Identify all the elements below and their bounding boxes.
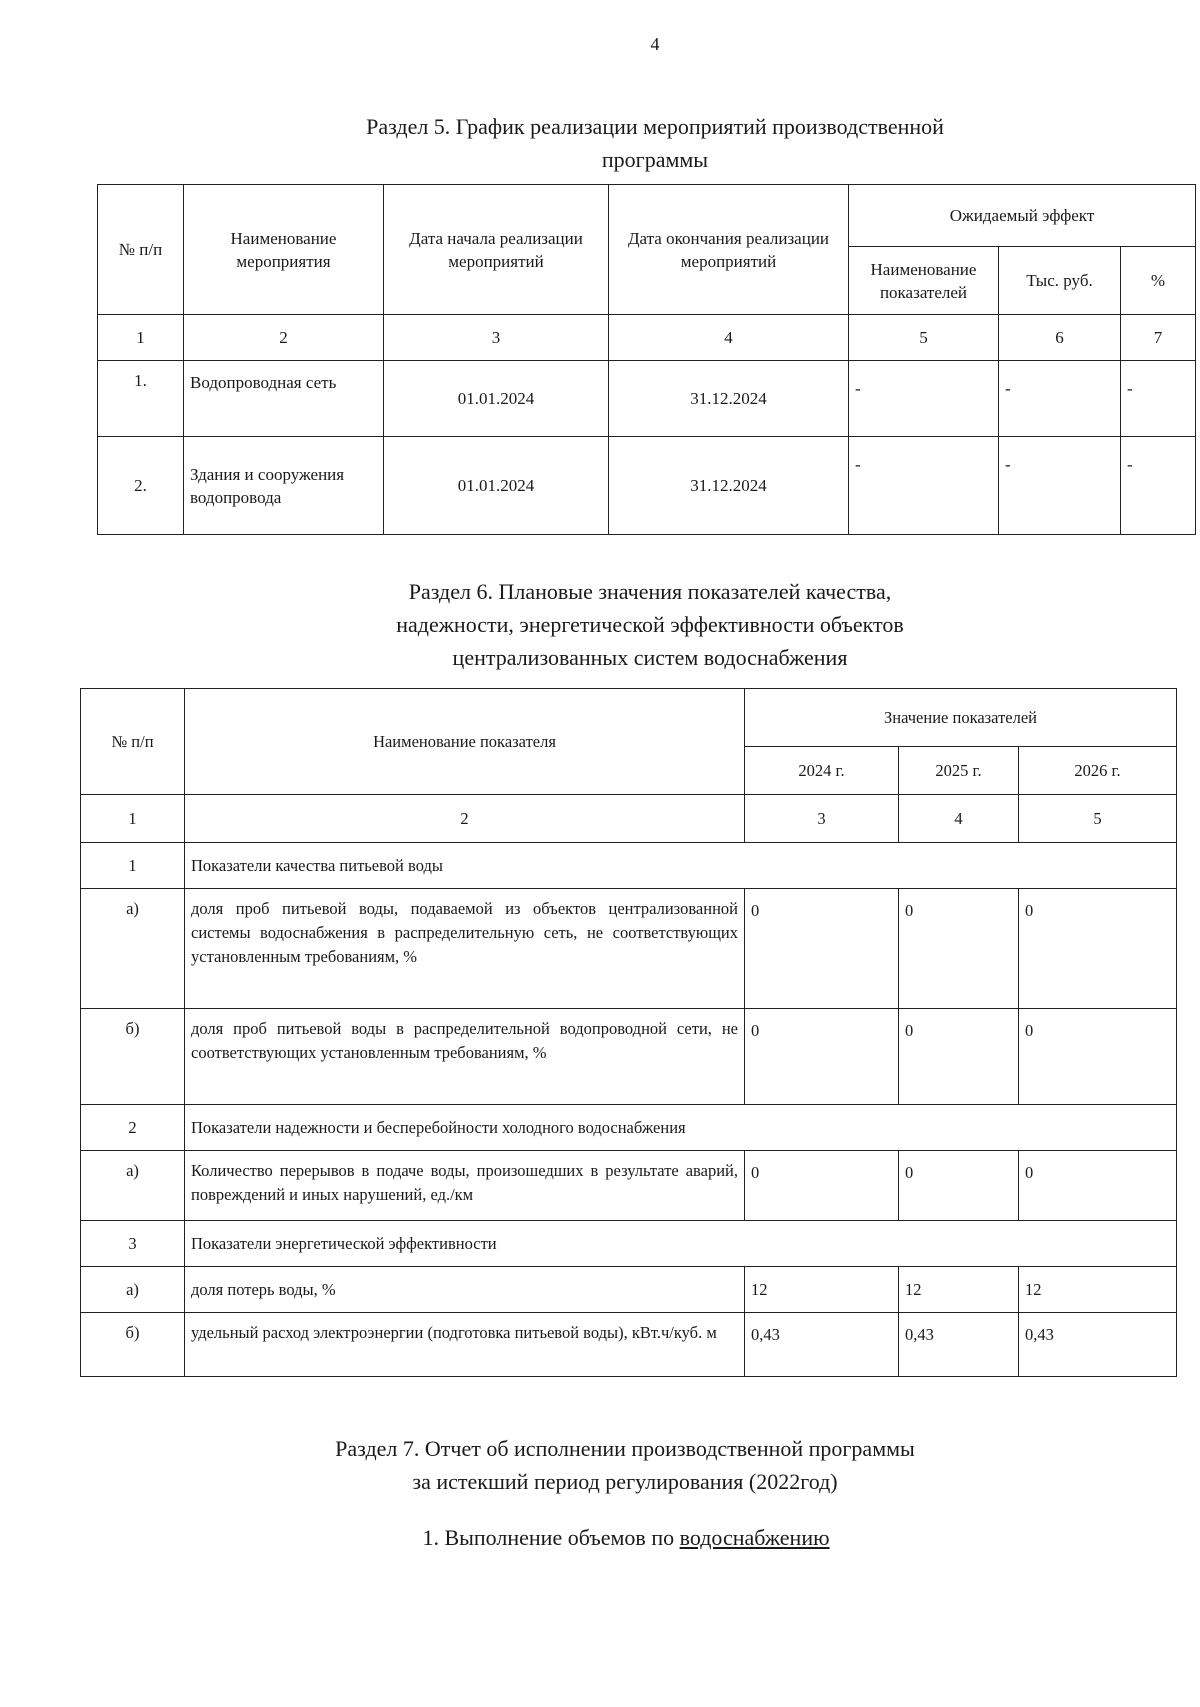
- colnum-2: 2: [184, 315, 384, 361]
- item-name: удельный расход электроэнергии (подготовка питьевой воды), кВт.ч/куб. м: [185, 1313, 745, 1377]
- value-2026: 0,43: [1019, 1313, 1177, 1377]
- row-percent: -: [1121, 361, 1196, 437]
- colnum-5: 5: [849, 315, 999, 361]
- value-2024: 12: [745, 1267, 899, 1313]
- colnum-4: 4: [899, 795, 1019, 843]
- section6-title-line1: Раздел 6. Плановые значения показателей качества,: [408, 579, 892, 604]
- table-row: [98, 437, 1196, 535]
- value-2026: 0: [1019, 1009, 1177, 1105]
- value-2025: 0: [899, 889, 1019, 1009]
- section7-subheading: [0, 1525, 1200, 1551]
- group-title: Показатели качества питьевой воды: [185, 843, 1177, 889]
- item-name: доля проб питьевой воды, подаваемой из объектов централизованной системы водоснабжения в распределительную сеть, не соответствующих установленным требованиям, %: [185, 889, 745, 1009]
- value-2024: 0,43: [745, 1313, 899, 1377]
- value-2026: 12: [1019, 1267, 1177, 1313]
- colnum-1: 1: [81, 795, 185, 843]
- section7-title-line2: за истекший период регулирования (2022год): [412, 1469, 838, 1494]
- header-event-name: Наименование мероприятия: [184, 185, 384, 315]
- header-num: № п/п: [98, 185, 184, 315]
- colnum-3: 3: [384, 315, 609, 361]
- row-percent: -: [1121, 437, 1196, 535]
- page-number: 4: [650, 34, 660, 54]
- value-2024: 0: [745, 889, 899, 1009]
- value-2026: 0: [1019, 1151, 1177, 1221]
- header-indicator-name: Наименование показателя: [185, 689, 745, 795]
- row-thousand-rub: -: [999, 437, 1121, 535]
- value-2026: 0: [1019, 889, 1177, 1009]
- row-num: 2.: [98, 437, 184, 535]
- row-start-date: 01.01.2024: [384, 437, 609, 535]
- section6-title: [0, 575, 1200, 674]
- header-percent: %: [1121, 247, 1196, 315]
- header-year-2026: 2026 г.: [1019, 747, 1177, 795]
- item-num: б): [81, 1313, 185, 1377]
- table-row: [81, 1009, 1177, 1105]
- header-start-date: Дата начала реализации мероприятий: [384, 185, 609, 315]
- section6-title-line3: централизованных систем водоснабжения: [452, 645, 848, 670]
- column-number-row: [98, 315, 1196, 361]
- group-title: Показатели энергетической эффективности: [185, 1221, 1177, 1267]
- colnum-1: 1: [98, 315, 184, 361]
- table-row: [81, 1151, 1177, 1221]
- row-end-date: 31.12.2024: [609, 361, 849, 437]
- header-end-date: Дата окончания реализации мероприятий: [609, 185, 849, 315]
- item-name: доля проб питьевой воды в распределительной водопроводной сети, не соответствующих установленным требованиям, %: [185, 1009, 745, 1105]
- row-num: 1.: [98, 361, 184, 437]
- row-indicator: -: [849, 437, 999, 535]
- item-num: а): [81, 889, 185, 1009]
- colnum-5: 5: [1019, 795, 1177, 843]
- group-num: 3: [81, 1221, 185, 1267]
- section7-title: [0, 1432, 1200, 1498]
- header-thousand-rub: Тыс. руб.: [999, 247, 1121, 315]
- table-row: [81, 889, 1177, 1009]
- colnum-6: 6: [999, 315, 1121, 361]
- value-2024: 0: [745, 1151, 899, 1221]
- colnum-4: 4: [609, 315, 849, 361]
- group-row: [81, 1221, 1177, 1267]
- header-indicator-values: Значение показателей: [745, 689, 1177, 747]
- section6-title-line2: надежности, энергетической эффективности объектов: [396, 612, 904, 637]
- row-start-date: 01.01.2024: [384, 361, 609, 437]
- group-title: Показатели надежности и бесперебойности холодного водоснабжения: [185, 1105, 1177, 1151]
- header-num: № п/п: [81, 689, 185, 795]
- section5-title: [0, 110, 1200, 176]
- section6-indicators-table: [80, 688, 1177, 1377]
- value-2025: 0: [899, 1151, 1019, 1221]
- subheading-underlined: водоснабжению: [679, 1525, 830, 1550]
- item-name: доля потерь воды, %: [185, 1267, 745, 1313]
- value-2024: 0: [745, 1009, 899, 1105]
- value-2025: 0: [899, 1009, 1019, 1105]
- item-name: Количество перерывов в подаче воды, произошедших в результате аварий, повреждений и иных нарушений, ед./км: [185, 1151, 745, 1221]
- header-expected-effect: Ожидаемый эффект: [849, 185, 1196, 247]
- group-row: [81, 843, 1177, 889]
- item-num: а): [81, 1267, 185, 1313]
- subheading-prefix: 1. Выполнение объемов по: [422, 1525, 680, 1550]
- row-event-name: Здания и сооружения водопровода: [184, 437, 384, 535]
- row-thousand-rub: -: [999, 361, 1121, 437]
- header-year-2025: 2025 г.: [899, 747, 1019, 795]
- header-indicator-name: Наименование показателей: [849, 247, 999, 315]
- colnum-3: 3: [745, 795, 899, 843]
- section7-title-line1: Раздел 7. Отчет об исполнении производственной программы: [335, 1436, 915, 1461]
- section5-schedule-table: [97, 184, 1196, 535]
- row-end-date: 31.12.2024: [609, 437, 849, 535]
- column-number-row: [81, 795, 1177, 843]
- group-num: 1: [81, 843, 185, 889]
- item-num: а): [81, 1151, 185, 1221]
- row-event-name: Водопроводная сеть: [184, 361, 384, 437]
- colnum-2: 2: [185, 795, 745, 843]
- value-2025: 12: [899, 1267, 1019, 1313]
- group-row: [81, 1105, 1177, 1151]
- item-num: б): [81, 1009, 185, 1105]
- group-num: 2: [81, 1105, 185, 1151]
- section5-title-line1: Раздел 5. График реализации мероприятий производственной: [366, 114, 944, 139]
- section5-title-line2: программы: [601, 147, 709, 172]
- table-row: [81, 1313, 1177, 1377]
- header-year-2024: 2024 г.: [745, 747, 899, 795]
- row-indicator: -: [849, 361, 999, 437]
- table-row: [98, 361, 1196, 437]
- value-2025: 0,43: [899, 1313, 1019, 1377]
- table-row: [81, 1267, 1177, 1313]
- colnum-7: 7: [1121, 315, 1196, 361]
